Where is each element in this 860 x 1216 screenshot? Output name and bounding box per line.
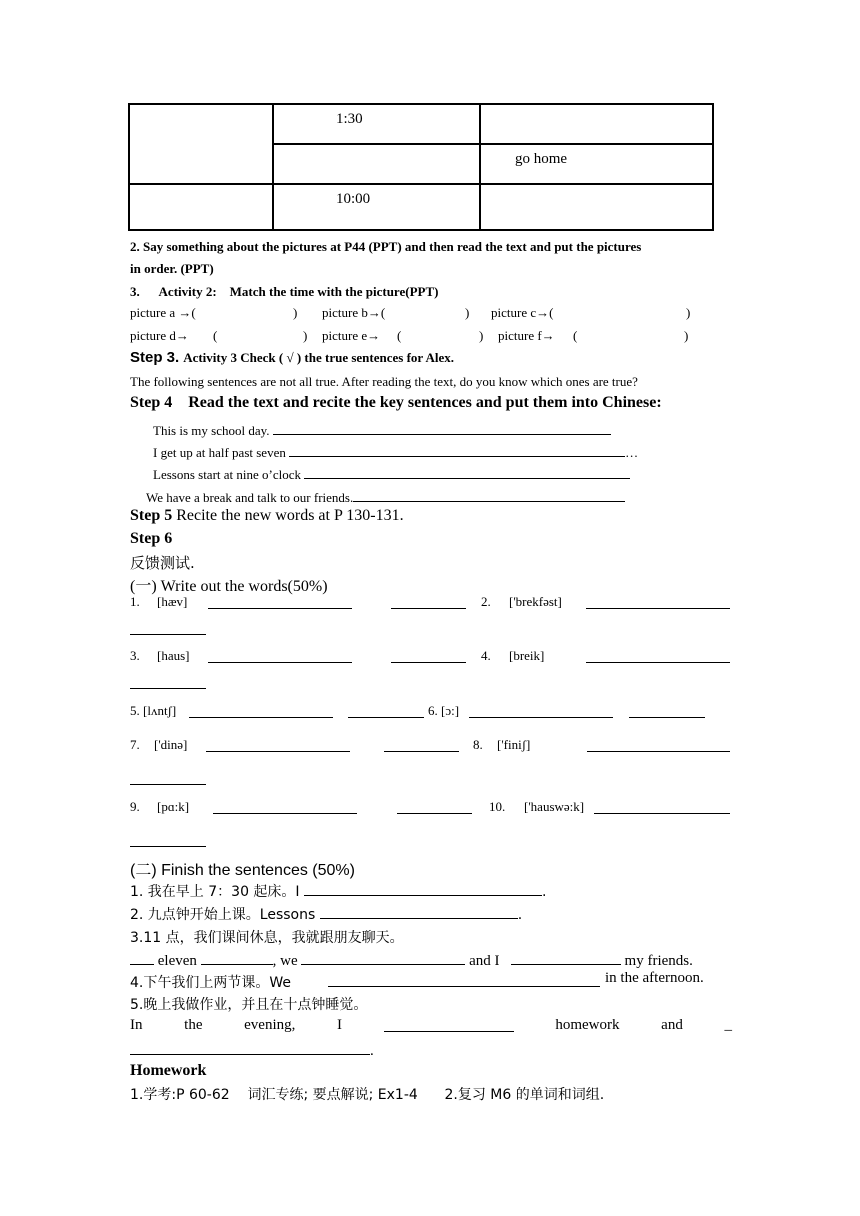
table-cell [273,184,480,230]
q7-ipa: ['dinə] [154,737,188,752]
q6: 6. [ɔ:] [428,703,460,718]
q8-ipa: ['finiʃ] [497,737,531,752]
s5-i: I [337,1017,343,1033]
answer-line [289,442,625,457]
table-cell [129,184,273,230]
picture-c-label: picture c→( [491,305,554,320]
answer-line [391,594,466,609]
q7-num: 7. [130,737,140,752]
answer-line [586,594,730,609]
answer-line [384,1017,514,1032]
paren-close: ) [303,328,308,343]
answer-line [201,950,273,965]
s3-friends: my friends. [624,953,693,969]
homework-line: 1.学考:P 60-62 词汇专练; 要点解说; Ex1-4 2.复习 M6 的单词和词组. [130,1087,605,1103]
answer-line [189,703,333,718]
step5-text: Recite the new words at P 130-131. [176,507,404,524]
answer-line [130,950,154,965]
answer-line [511,950,621,965]
step6-label: Step 6 [130,530,173,547]
answer-line [273,420,611,435]
q3-num: 3. [130,648,140,663]
sentence-5: 5.晚上我做作业，并且在十点钟睡觉。 [130,997,368,1013]
words-section-title: (一) Write out the words(50%) [130,578,328,595]
homework-title: Homework [130,1062,207,1079]
key-sentence-2: I get up at half past seven [153,445,286,460]
q3-ipa: [haus] [157,648,190,663]
activity-cell: go home [515,151,568,167]
answer-line [208,648,352,663]
picture-b-label: picture b→( [322,305,386,320]
paren-close: ) [479,328,484,343]
s3-we: , we [272,953,298,969]
step3-subtext: The following sentences are not all true. After reading the text, do you know which ones are true? [130,374,638,389]
answer-line [629,703,705,718]
period: . [517,907,523,923]
time-cell: 10:00 [336,191,371,207]
q8-num: 8. [473,737,483,752]
answer-line [384,737,459,752]
key-sentence-4: We have a break and talk to our friends. [146,490,354,505]
period: . [542,884,547,900]
paren-open: ( [397,328,402,343]
step5-label: Step 5 [130,507,173,524]
s3-and-i: and I [469,953,500,969]
s3-eleven: eleven [157,953,197,969]
paren-close: ) [293,305,298,320]
table-cell [129,104,273,184]
activity2-heading: 3. Activity 2: Match the time with the picture(PPT) [130,284,439,299]
s5-in: In [130,1017,143,1033]
paren-close: ) [684,328,689,343]
q2-ipa: ['brekfəst] [509,594,562,609]
answer-line [208,594,352,609]
answer-line [206,737,350,752]
paren-open: ( [213,328,218,343]
picture-a-label: picture a →( [130,305,196,320]
q1-num: 1. [130,594,140,609]
ellipsis: … [625,445,639,460]
answer-line [328,972,600,987]
s5-homework: homework [555,1017,620,1033]
step2-line2: in order. (PPT) [130,261,214,276]
answer-line [586,648,730,663]
answer-line [130,770,206,785]
sentence-3: 3.11 点，我们课间休息，我就跟朋友聊天。 [130,930,404,946]
table-cell [273,144,480,184]
answer-line [320,904,518,919]
answer-line [130,620,206,635]
paren-close: ) [465,305,470,320]
schedule-table [128,103,714,231]
picture-e-label: picture e→ [322,328,381,343]
table-cell [480,184,713,230]
step2-line1: 2. Say something about the pictures at P44 (PPT) and then read the text and put the pictures [130,239,642,254]
answer-line [594,799,730,814]
answer-line [213,799,357,814]
q9-ipa: [pɑ:k] [157,799,190,814]
table-cell [480,144,713,184]
period: . [370,1043,374,1059]
answer-line [348,703,424,718]
answer-line [304,464,630,479]
q9-num: 9. [130,799,140,814]
answer-line [130,832,206,847]
q10-ipa: ['hauswə:k] [524,799,585,814]
q5: 5. [lʌntʃ] [130,703,177,718]
answer-line [304,881,542,896]
s4-tail: in the afternoon. [605,970,704,986]
picture-f-label: picture f→ [498,328,555,343]
feedback-heading: 反馈测试. [130,554,195,572]
s5-and: and [661,1017,683,1033]
paren-open: ( [573,328,578,343]
s5-evening: evening, [244,1017,296,1033]
q10-num: 10. [489,799,506,814]
table-cell [273,104,480,144]
step4-heading: Step 4 Read the text and recite the key sentences and put them into Chinese: [130,394,662,411]
step3-text: Activity 3 Check ( √ ) the true sentences for Alex. [183,350,454,365]
answer-line [130,674,206,689]
key-sentence-3: Lessons start at nine o’clock [153,467,302,482]
sentence-1: 1. 我在早上 7：30 起床。I [130,884,300,900]
answer-line [301,950,465,965]
sentences-section-title: (二) Finish the sentences (50%) [130,862,355,879]
sentence-4: 4.下午我们上两节课。We [130,975,291,991]
key-sentence-1: This is my school day. [153,423,270,438]
answer-line [587,737,730,752]
answer-line [130,1040,370,1055]
step3-label: Step 3. [130,349,180,366]
answer-line [469,703,613,718]
q2-num: 2. [481,594,491,609]
q4-ipa: [breik] [509,648,545,663]
q1-ipa: [hæv] [157,594,188,609]
answer-line [397,799,472,814]
s5-underscore: _ [724,1017,732,1033]
picture-d-label: picture d→ [130,328,189,343]
s5-the: the [184,1017,203,1033]
sentence-2: 2. 九点钟开始上课。Lessons [130,907,316,923]
time-cell: 1:30 [336,111,363,127]
answer-line [353,487,625,502]
answer-line [391,648,466,663]
paren-close: ) [686,305,691,320]
q4-num: 4. [481,648,491,663]
table-cell [480,104,713,144]
